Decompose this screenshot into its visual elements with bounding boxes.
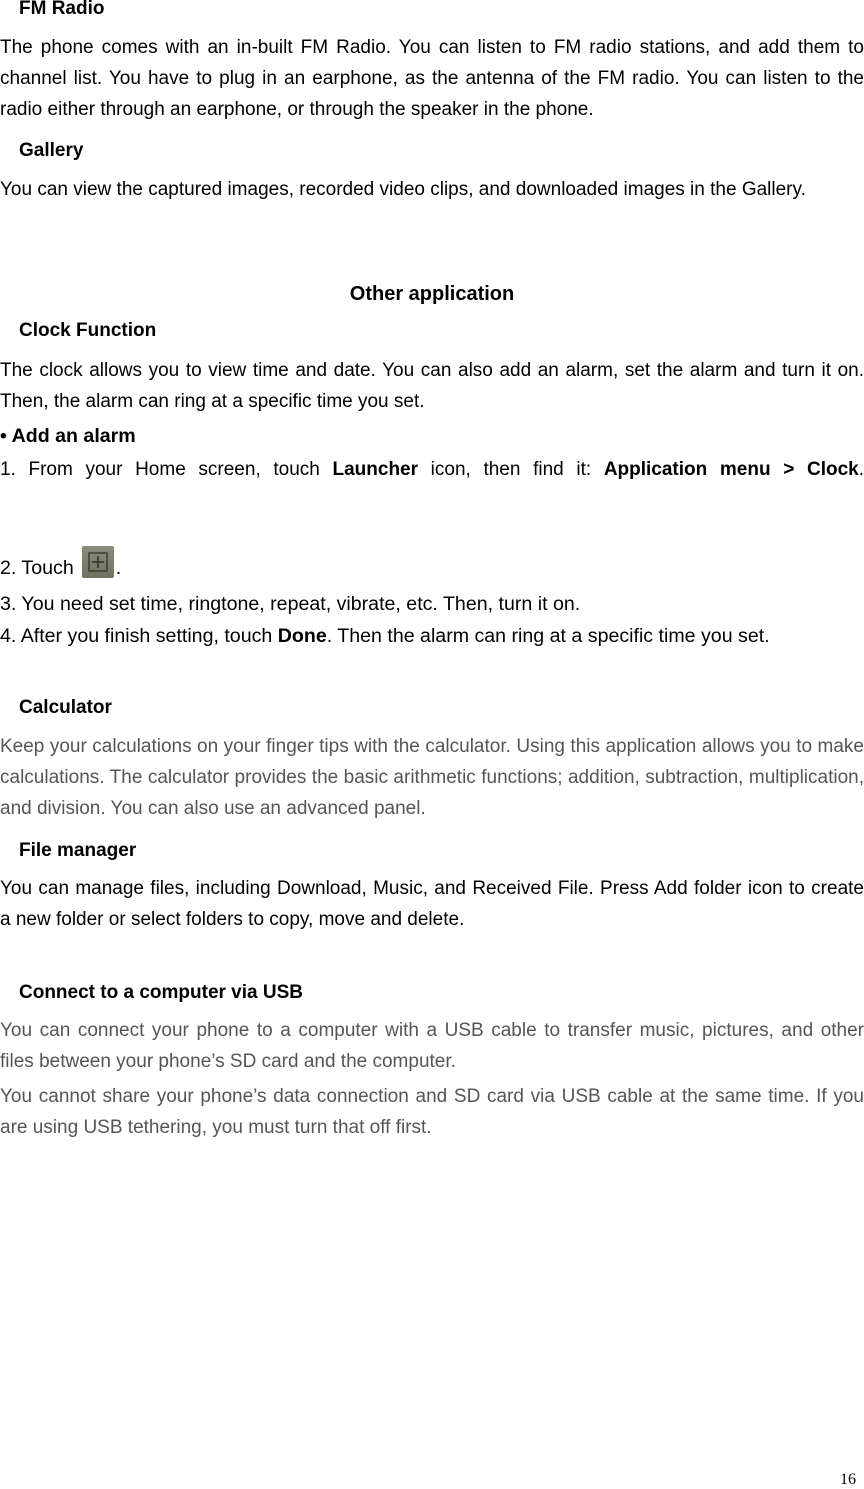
alarm-step-4: 4. After you finish setting, touch Done. Then the alarm can ring at a specific time you set. (0, 625, 770, 647)
gallery-heading: Gallery (19, 140, 84, 161)
other-application-heading: Other application (349, 283, 515, 305)
clock-heading: Clock Function (19, 320, 157, 341)
page-number: 16 (840, 1471, 856, 1488)
fm-radio-heading: FM Radio (19, 0, 105, 19)
add-icon (82, 546, 114, 578)
fm-radio-paragraph: The phone comes with an in-built FM Radio. You can listen to FM radio stations, and add them to channel list. You have to plug in an earphone, as the antenna of the FM radio. You can listen to the radio either through an earphone, or through the speaker in the phone. (0, 37, 864, 120)
usb-heading: Connect to a computer via USB (19, 982, 303, 1003)
alarm-step-3: 3. You need set time, ringtone, repeat, vibrate, etc. Then, turn it on. (0, 593, 581, 615)
calculator-heading: Calculator (19, 697, 112, 718)
done-label: Done (277, 625, 327, 647)
launcher-label: Launcher (332, 459, 419, 480)
file-manager-paragraph: You can manage files, including Download, Music, and Received File. Press Add folder icon to create a new folder or select folders to copy, move and delete. (0, 878, 864, 930)
alarm-step-2: 2. Touch . (0, 546, 121, 584)
file-manager-heading: File manager (19, 840, 137, 861)
menu-path-label: Application menu > Clock (603, 459, 859, 480)
add-alarm-subheading: • Add an alarm (0, 425, 136, 447)
clock-paragraph: The clock allows you to view time and date. You can also add an alarm, set the alarm and turn it on. Then, the alarm can ring at a specific time you set. (0, 360, 864, 412)
alarm-step-1: 1. From your Home screen, touch Launcher icon, then find it: Application menu > Clock. (0, 459, 864, 480)
calculator-paragraph: Keep your calculations on your finger tips with the calculator. Using this application allows you to make calculations. The calculator provides the basic arithmetic functions; addition, subtraction, multiplication, and division. You can also use an advanced panel. (0, 736, 864, 819)
usb-paragraph-2: You cannot share your phone’s data connection and SD card via USB cable at the same time. If you are using USB tethering, you must turn that off first. (0, 1086, 864, 1138)
gallery-paragraph: You can view the captured images, recorded video clips, and downloaded images in the Gallery. (0, 179, 806, 200)
usb-paragraph-1: You can connect your phone to a computer with a USB cable to transfer music, pictures, and other files between your phone’s SD card and the computer. (0, 1020, 864, 1072)
